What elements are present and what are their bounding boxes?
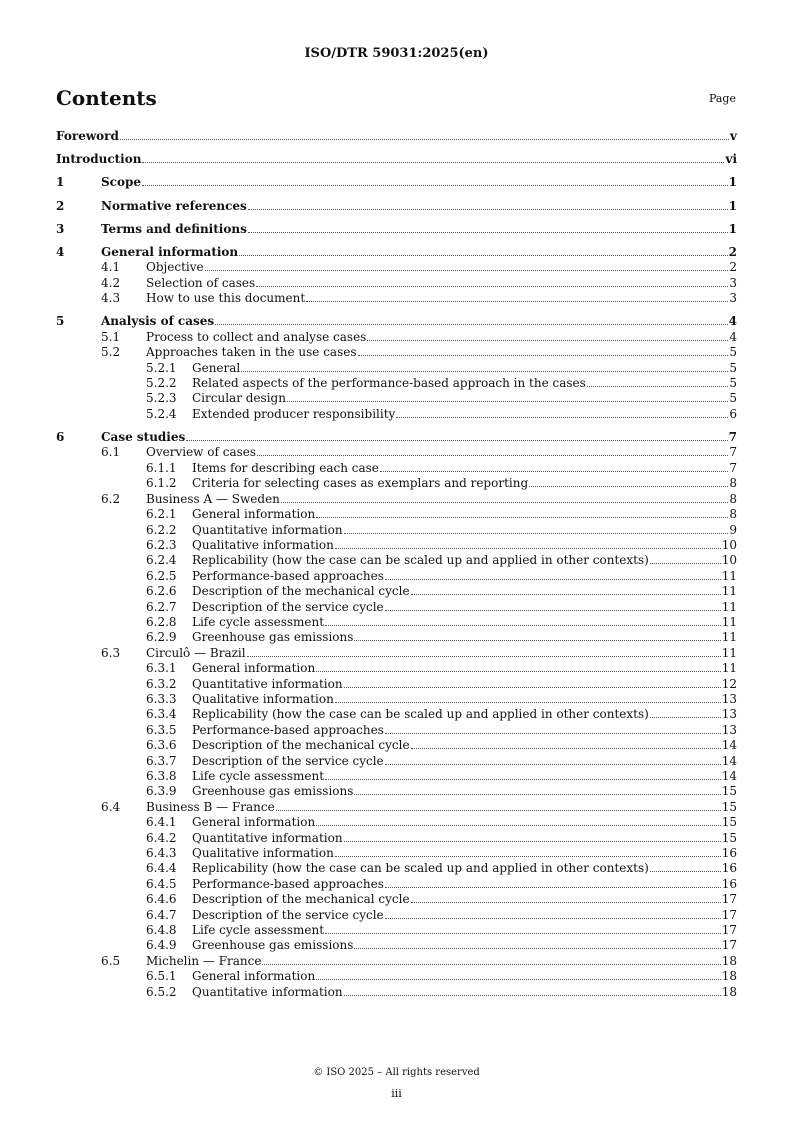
toc-entry-page: 18 <box>721 984 737 999</box>
dot-leader <box>257 455 728 456</box>
dot-leader <box>186 440 727 441</box>
toc-entry-page: 18 <box>721 953 737 968</box>
toc-entry[interactable] <box>56 430 737 445</box>
toc-entry-title[interactable]: Description of the mechanical cycle <box>192 738 410 753</box>
toc-entry-number: 5.2.4 <box>146 406 177 421</box>
toc-entry-title[interactable]: Performance-based approaches <box>192 722 384 737</box>
dot-leader <box>335 702 721 703</box>
toc-entry-page: vi <box>725 152 737 167</box>
dot-leader <box>358 355 729 356</box>
toc-entry-title[interactable]: Quantitative information <box>192 676 343 691</box>
toc-entry-title[interactable]: Life cycle assessment <box>192 769 325 784</box>
toc-entry[interactable] <box>56 492 737 507</box>
toc-entry-title[interactable]: Process to collect and analyse cases <box>146 329 367 344</box>
toc-entry-page: v <box>730 129 737 143</box>
toc-entry-page: 16 <box>721 861 737 876</box>
toc-entry-title[interactable]: Items for describing each case <box>192 460 379 475</box>
toc-entry-page: 15 <box>721 784 737 799</box>
toc-entry-number: 6 <box>56 430 65 445</box>
toc-entry-number: 6.1.2 <box>146 476 177 491</box>
dot-leader <box>248 232 728 233</box>
toc-entry-title[interactable]: Description of the service cycle <box>192 753 384 768</box>
toc-entry[interactable] <box>56 892 737 907</box>
toc-entry-number: 6.2.2 <box>146 522 177 537</box>
toc-entry[interactable] <box>56 800 737 815</box>
toc-entry-page: 5 <box>729 360 737 375</box>
dot-leader <box>385 764 721 765</box>
copyright-footer: © ISO 2025 – All rights reserved <box>313 1067 480 1078</box>
dot-leader <box>287 401 728 402</box>
dot-leader <box>344 533 729 534</box>
toc-entry[interactable] <box>56 784 737 799</box>
dot-leader <box>335 548 721 549</box>
toc-entry-number: 6.2 <box>101 491 121 506</box>
toc-entry-number: 6.3.9 <box>146 784 177 799</box>
toc-entry-title[interactable]: Replicability (how the case can be scaled up and applied in other contexts) <box>192 707 649 722</box>
toc-entry-number: 6.2.6 <box>146 584 177 599</box>
toc-entry-title[interactable]: General information <box>101 245 239 260</box>
toc-entry-page: 18 <box>721 969 737 984</box>
dot-leader <box>650 717 721 718</box>
toc-entry-title[interactable]: Analysis of cases <box>101 314 215 329</box>
toc-entry-title[interactable]: Quantitative information <box>192 830 343 845</box>
dot-leader <box>354 794 720 795</box>
toc-entry-title[interactable]: Life cycle assessment <box>192 614 325 629</box>
toc-entry-title[interactable]: Qualitative information <box>192 537 334 552</box>
toc-entry-title[interactable]: Description of the mechanical cycle <box>192 584 410 599</box>
document-id-header: ISO/DTR 59031:2025(en) <box>304 46 489 61</box>
toc-entry-page: 3 <box>729 291 737 306</box>
toc-entry-number: 6.3.4 <box>146 707 177 722</box>
toc-entry[interactable] <box>56 584 737 599</box>
toc-entry-title[interactable]: Scope <box>101 175 142 190</box>
dot-leader <box>385 610 721 611</box>
toc-entry[interactable] <box>56 923 737 938</box>
toc-entry-number: 6.2.1 <box>146 507 177 522</box>
toc-entry-title[interactable]: Qualitative information <box>192 691 334 706</box>
toc-entry[interactable] <box>56 815 737 830</box>
toc-entry-title[interactable]: Objective <box>146 260 204 275</box>
dot-leader <box>529 486 728 487</box>
toc-entry[interactable] <box>56 877 737 892</box>
toc-entry-title[interactable]: Performance-based approaches <box>192 568 384 583</box>
dot-leader <box>256 286 728 287</box>
toc-entry-number: 6.2.4 <box>146 553 177 568</box>
page-number: iii <box>391 1087 402 1100</box>
toc-entry-title[interactable]: Quantitative information <box>192 522 343 537</box>
dot-leader <box>316 517 728 518</box>
toc-entry-number: 6.4.4 <box>146 861 177 876</box>
toc-entry[interactable] <box>56 692 737 707</box>
dot-leader <box>411 594 721 595</box>
toc-entry-number: 6.4.3 <box>146 846 177 861</box>
toc-entry[interactable] <box>56 152 737 167</box>
toc-entry-number: 6.5.1 <box>146 969 177 984</box>
toc-entry[interactable] <box>56 291 737 306</box>
toc-entry-number: 6.5 <box>101 953 121 968</box>
toc-entry-page: 11 <box>721 661 737 676</box>
toc-entry-number: 6.2.3 <box>146 537 177 552</box>
toc-entry-title[interactable]: Case studies <box>101 430 186 445</box>
toc-entry[interactable] <box>56 630 737 645</box>
toc-entry-page: 3 <box>729 275 737 290</box>
toc-entry-number: 6.5.2 <box>146 984 177 999</box>
toc-entry-number: 6.2.8 <box>146 614 177 629</box>
dot-leader <box>385 918 721 919</box>
toc-entry-number: 6.3.7 <box>146 753 177 768</box>
toc-entry-number: 5.1 <box>101 329 121 344</box>
toc-entry-page: 8 <box>729 507 737 522</box>
dot-leader <box>316 671 721 672</box>
toc-entry-number: 6.4 <box>101 799 121 814</box>
toc-entry[interactable] <box>56 245 737 260</box>
toc-entry-number: 6.4.1 <box>146 815 177 830</box>
page-column-label: Page <box>708 92 736 105</box>
toc-entry[interactable] <box>56 445 737 460</box>
toc-entry[interactable] <box>56 846 737 861</box>
toc-entry-number: 5.2.2 <box>146 376 177 391</box>
toc-entry-title[interactable]: Quantitative information <box>192 984 343 999</box>
toc-entry-number: 6.3.2 <box>146 676 177 691</box>
toc-entry-number: 4 <box>56 245 65 260</box>
dot-leader <box>367 340 728 341</box>
toc-entry[interactable] <box>56 175 737 190</box>
toc-entry[interactable] <box>56 738 737 753</box>
toc-entry-title[interactable]: How to use this document <box>146 291 306 306</box>
toc-entry[interactable] <box>56 330 737 345</box>
toc-entry[interactable] <box>56 754 737 769</box>
dot-leader <box>241 371 728 372</box>
toc-entry-number: 6.4.2 <box>146 830 177 845</box>
toc-entry-number: 6.2.5 <box>146 568 177 583</box>
toc-entry[interactable] <box>56 677 737 692</box>
toc-entry[interactable] <box>56 199 737 214</box>
dot-leader <box>354 948 720 949</box>
toc-entry[interactable] <box>56 769 737 784</box>
dot-leader <box>587 386 729 387</box>
toc-entry-title[interactable]: Michelin — France <box>146 953 262 968</box>
toc-entry-page: 14 <box>721 753 737 768</box>
toc-entry-number: 6.4.6 <box>146 892 177 907</box>
toc-entry-title[interactable]: Introduction <box>56 152 142 167</box>
toc-entry[interactable] <box>56 938 737 953</box>
toc-entry[interactable] <box>56 969 737 984</box>
toc-entry-number: 6.1 <box>101 445 121 460</box>
dot-leader <box>120 139 729 140</box>
toc-entry-number: 2 <box>56 198 65 213</box>
dot-leader <box>396 417 728 418</box>
toc-entry-title[interactable]: Greenhouse gas emissions <box>192 938 354 953</box>
toc-entry[interactable] <box>56 723 737 738</box>
toc-entry-page: 15 <box>721 830 737 845</box>
toc-entry-title[interactable]: Performance-based approaches <box>192 876 384 891</box>
dot-leader <box>385 887 721 888</box>
dot-leader <box>411 748 721 749</box>
toc-entry[interactable] <box>56 407 737 422</box>
toc-entry-page: 7 <box>729 445 737 460</box>
dot-leader <box>316 979 721 980</box>
toc-entry[interactable] <box>56 222 737 237</box>
toc-entry-title[interactable]: General information <box>192 969 316 984</box>
dot-leader <box>239 255 727 256</box>
toc-entry-number: 5 <box>56 314 65 329</box>
toc-entry-title[interactable]: Description of the service cycle <box>192 907 384 922</box>
toc-entry-title[interactable]: Replicability (how the case can be scaled up and applied in other contexts) <box>192 553 649 568</box>
toc-entry[interactable] <box>56 376 737 391</box>
dot-leader <box>262 964 720 965</box>
toc-entry-title[interactable]: General <box>192 360 241 375</box>
dot-leader <box>385 579 721 580</box>
toc-entry[interactable] <box>56 553 737 568</box>
toc-entry-title[interactable]: Greenhouse gas emissions <box>192 784 354 799</box>
toc-entry-number: 6.4.9 <box>146 938 177 953</box>
toc-entry[interactable] <box>56 707 737 722</box>
toc-entry-number: 6.2.9 <box>146 630 177 645</box>
toc-entry-page: 2 <box>729 260 737 275</box>
dot-leader <box>325 779 721 780</box>
toc-entry-title[interactable]: Greenhouse gas emissions <box>192 630 354 645</box>
toc-entry[interactable] <box>56 661 737 676</box>
toc-entry-title[interactable]: Description of the service cycle <box>192 599 384 614</box>
toc-entry-page: 9 <box>729 522 737 537</box>
toc-entry-page: 2 <box>728 245 737 260</box>
toc-entry-page: 13 <box>721 691 737 706</box>
toc-entry-page: 4 <box>729 329 737 344</box>
toc-entry[interactable] <box>56 507 737 522</box>
dot-leader <box>650 871 721 872</box>
toc-entry[interactable] <box>56 615 737 630</box>
toc-entry-page: 14 <box>721 738 737 753</box>
toc-entry-page: 8 <box>729 491 737 506</box>
toc-entry[interactable] <box>56 314 737 329</box>
toc-entry-number: 6.3.3 <box>146 691 177 706</box>
toc-entry-number: 4.2 <box>101 275 121 290</box>
toc-entry-number: 6.3 <box>101 645 121 660</box>
toc-entry-number: 6.4.8 <box>146 923 177 938</box>
dot-leader <box>306 301 728 302</box>
toc-entry[interactable] <box>56 646 737 661</box>
toc-entry-number: 4.3 <box>101 291 121 306</box>
toc-entry-page: 16 <box>721 846 737 861</box>
toc-entry-page: 17 <box>721 923 737 938</box>
toc-entry[interactable] <box>56 361 737 376</box>
toc-entry-page: 7 <box>729 460 737 475</box>
toc-entry-number: 6.3.5 <box>146 722 177 737</box>
toc-entry-page: 1 <box>728 221 737 236</box>
toc-entry-title[interactable]: Description of the mechanical cycle <box>192 892 410 907</box>
toc-entry-title[interactable]: Terms and definitions <box>101 221 247 236</box>
toc-entry[interactable] <box>56 523 737 538</box>
toc-entry-page: 13 <box>721 707 737 722</box>
table-of-contents <box>56 129 737 1000</box>
toc-entry-page: 16 <box>721 876 737 891</box>
dot-leader <box>344 687 721 688</box>
toc-entry-page: 1 <box>728 175 737 190</box>
dot-leader <box>247 656 721 657</box>
toc-entry-title[interactable]: Circulô — Brazil <box>146 645 246 660</box>
toc-entry-page: 5 <box>729 376 737 391</box>
toc-entry-title[interactable]: Criteria for selecting cases as exemplars and reporting <box>192 476 529 491</box>
toc-entry-number: 6.3.8 <box>146 769 177 784</box>
dot-leader <box>411 902 721 903</box>
dot-leader <box>335 856 721 857</box>
dot-leader <box>215 324 727 325</box>
toc-entry-page: 11 <box>721 614 737 629</box>
toc-entry-title[interactable]: Qualitative information <box>192 846 334 861</box>
toc-entry[interactable] <box>56 476 737 491</box>
toc-entry-page: 13 <box>721 722 737 737</box>
toc-entry-page: 11 <box>721 645 737 660</box>
toc-entry-number: 6.4.5 <box>146 876 177 891</box>
toc-entry-page: 8 <box>729 476 737 491</box>
toc-entry[interactable] <box>56 600 737 615</box>
dot-leader <box>385 733 721 734</box>
dot-leader <box>276 810 721 811</box>
toc-entry-number: 6.4.7 <box>146 907 177 922</box>
toc-entry-title[interactable]: Business B — France <box>146 799 275 814</box>
toc-entry-number: 6.3.6 <box>146 738 177 753</box>
toc-entry-page: 10 <box>721 537 737 552</box>
toc-entry-page: 17 <box>721 907 737 922</box>
dot-leader <box>650 563 721 564</box>
dot-leader <box>248 209 728 210</box>
toc-entry-title[interactable]: Approaches taken in the use cases <box>146 345 357 360</box>
toc-entry-page: 10 <box>721 553 737 568</box>
toc-entry-title[interactable]: Business A — Sweden <box>146 491 280 506</box>
toc-entry-page: 4 <box>728 314 737 329</box>
toc-entry-title[interactable]: Selection of cases <box>146 275 256 290</box>
toc-entry[interactable] <box>56 391 737 406</box>
toc-entry-number: 1 <box>56 175 65 190</box>
toc-entry-page: 15 <box>721 815 737 830</box>
toc-entry[interactable] <box>56 569 737 584</box>
toc-entry-page: 11 <box>721 599 737 614</box>
toc-entry-title[interactable]: General information <box>192 661 316 676</box>
toc-entry-title[interactable]: Circular design <box>192 391 286 406</box>
toc-entry-title[interactable]: Overview of cases <box>146 445 257 460</box>
dot-leader <box>281 502 728 503</box>
toc-entry-title[interactable]: Replicability (how the case can be scaled up and applied in other contexts) <box>192 861 649 876</box>
toc-entry-page: 7 <box>728 430 737 445</box>
toc-entry[interactable] <box>56 461 737 476</box>
toc-entry-page: 5 <box>729 345 737 360</box>
toc-entry-page: 14 <box>721 769 737 784</box>
dot-leader <box>354 640 720 641</box>
dot-leader <box>344 995 721 996</box>
toc-entry[interactable] <box>56 908 737 923</box>
toc-entry-page: 11 <box>721 568 737 583</box>
toc-entry-number: 6.3.1 <box>146 661 177 676</box>
toc-entry-number: 6.2.7 <box>146 599 177 614</box>
toc-entry-page: 11 <box>721 630 737 645</box>
toc-entry-page: 15 <box>721 799 737 814</box>
toc-entry-page: 5 <box>729 391 737 406</box>
toc-entry[interactable] <box>56 985 737 1000</box>
toc-entry[interactable] <box>56 260 737 275</box>
toc-entry-title[interactable]: General information <box>192 507 316 522</box>
toc-entry-number: 6.1.1 <box>146 460 177 475</box>
toc-entry[interactable] <box>56 129 737 144</box>
dot-leader <box>380 471 728 472</box>
toc-entry-page: 11 <box>721 584 737 599</box>
toc-entry-title[interactable]: Foreword <box>56 129 119 143</box>
toc-entry-number: 5.2.1 <box>146 360 177 375</box>
dot-leader <box>205 270 729 271</box>
toc-entry-page: 1 <box>728 198 737 213</box>
toc-entry-number: 5.2 <box>101 345 121 360</box>
page-title: Contents <box>56 86 157 110</box>
toc-entry-number: 4.1 <box>101 260 121 275</box>
toc-entry-title[interactable]: General information <box>192 815 316 830</box>
toc-entry[interactable] <box>56 538 737 553</box>
dot-leader <box>344 841 721 842</box>
toc-entry-page: 17 <box>721 938 737 953</box>
toc-entry[interactable] <box>56 276 737 291</box>
dot-leader <box>142 162 724 163</box>
dot-leader <box>325 625 721 626</box>
toc-entry[interactable] <box>56 954 737 969</box>
toc-entry-title[interactable]: Life cycle assessment <box>192 923 325 938</box>
dot-leader <box>325 933 721 934</box>
toc-entry-title[interactable]: Normative references <box>101 198 247 213</box>
toc-entry[interactable] <box>56 831 737 846</box>
toc-entry[interactable] <box>56 861 737 876</box>
toc-entry-title[interactable]: Extended producer responsibility <box>192 406 396 421</box>
toc-entry-number: 3 <box>56 221 65 236</box>
toc-entry-page: 12 <box>721 676 737 691</box>
toc-entry-page: 6 <box>729 406 737 421</box>
toc-entry-page: 17 <box>721 892 737 907</box>
toc-entry-title[interactable]: Related aspects of the performance-based approach in the cases <box>192 376 586 391</box>
toc-entry-number: 5.2.3 <box>146 391 177 406</box>
dot-leader <box>142 185 728 186</box>
dot-leader <box>316 825 721 826</box>
toc-entry[interactable] <box>56 345 737 360</box>
